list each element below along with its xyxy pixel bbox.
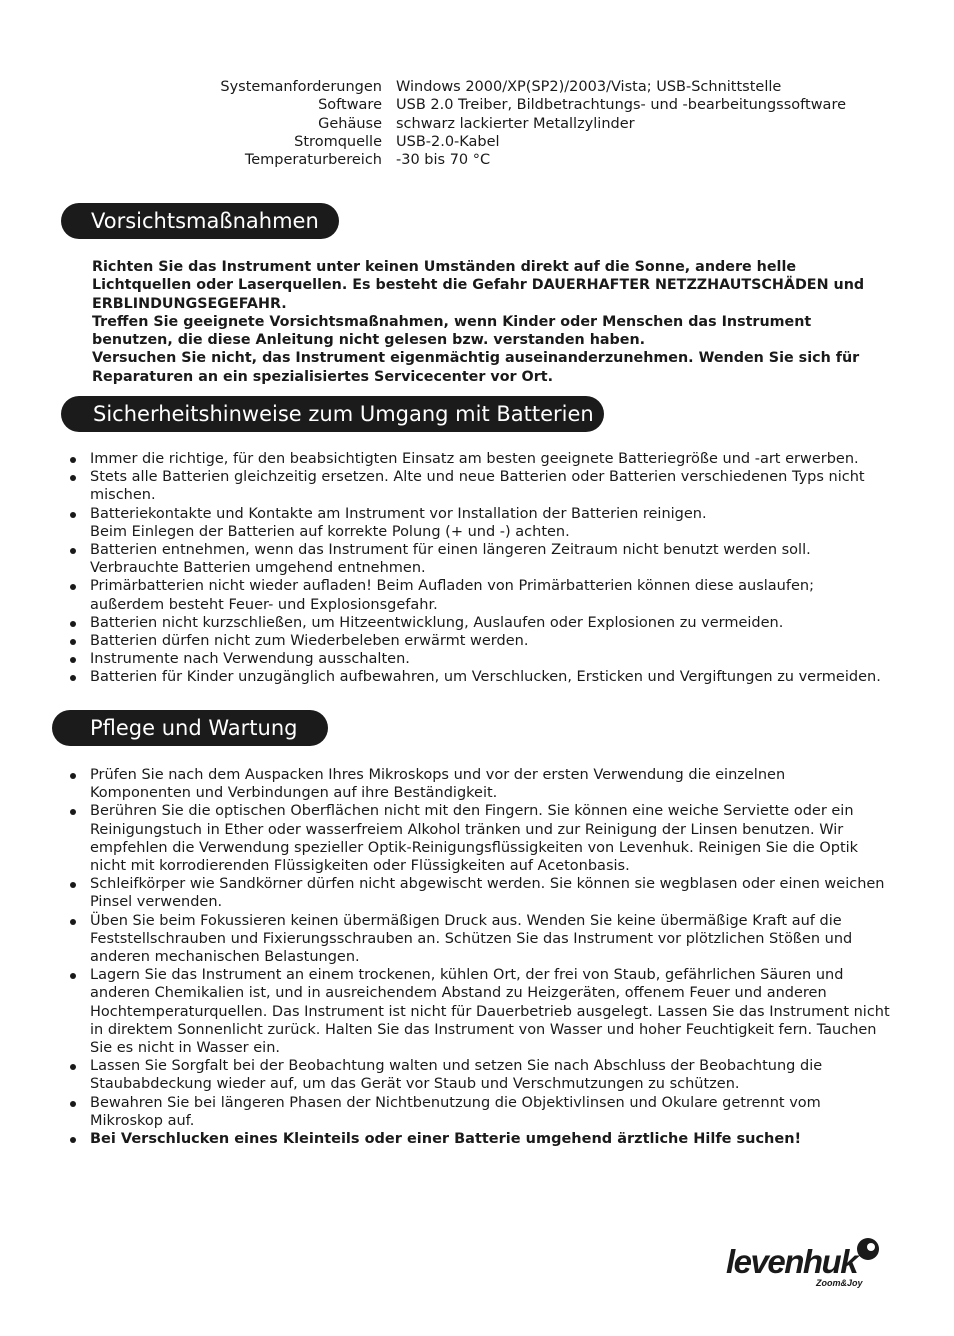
spec-key: Temperaturbereich [244, 152, 382, 169]
spec-row [0, 115, 954, 133]
bullet-icon [70, 882, 76, 888]
list-item [70, 966, 890, 1057]
levenhuk-logo [724, 1236, 884, 1292]
precautions-text [92, 258, 892, 386]
logo-wordmark: levenhuk [726, 1243, 858, 1280]
spec-key: Software [318, 97, 382, 114]
list-item-text: Lagern Sie das Instrument an einem trockenen, kühlen Ort, der frei von Staub, gefährlichen Säuren und anderen Chemikalien ist, und in ausreichendem Abstand zu Heizgeräten, offenem Feuer und anderen Hochtemperaturquellen. Das Instrument ist nicht für Dauerbetrieb ausgelegt. Lassen Sie das Instrument nicht in direktem Sonnenlicht zurück. Halten Sie das Instrument von Wasser und hoher Feuchtigkeit fern. Tauchen Sie es nicht in Wasser ein. [90, 967, 890, 1057]
list-item [70, 1130, 890, 1148]
section-heading-batteries: Sicherheitshinweise zum Umgang mit Batterien [61, 396, 604, 432]
list-item-text: Schleifkörper wie Sandkörner dürfen nicht abgewischt werden. Sie können sie wegblasen oder einen weichen Pinsel verwenden. [90, 876, 885, 911]
bullet-icon [70, 512, 76, 518]
list-item [70, 912, 890, 967]
bullet-icon [70, 584, 76, 590]
list-item-text: Batterien für Kinder unzugänglich aufbewahren, um Verschlucken, Ersticken und Vergiftungen zu vermeiden. [90, 669, 881, 686]
spec-row [0, 151, 954, 169]
spec-row [0, 78, 954, 96]
list-item [70, 875, 890, 911]
list-item [70, 468, 890, 504]
bullet-icon [70, 973, 76, 979]
list-item-text: Immer die richtige, für den beabsichtigten Einsatz am besten geeignete Batteriegröße und -art erwerben. [90, 451, 859, 467]
list-item-text: Prüfen Sie nach dem Auspacken Ihres Mikroskops und vor der ersten Verwendung die einzelnen Komponenten und Verbindungen auf ihre Beständigkeit. [90, 767, 786, 802]
list-item-text: Berühren Sie die optischen Oberflächen nicht mit den Fingern. Sie können eine weiche Serviette oder ein Reinigungstuch in Ether oder wasserfreiem Alkohol tränken und zur Reinigung der Linsen benutzen. Wir empfehlen die Verwendung spezieller Optik-Reinigungsflüssigkeiten von Levenhuk. Reinigen Sie die Optik nicht mit korrodierenden Flüssigkeiten oder Flüssigkeiten auf Acetonbasis. [90, 803, 859, 875]
spec-key: Systemanforderungen [220, 79, 382, 95]
bullet-icon [70, 475, 76, 481]
list-item [70, 1094, 890, 1130]
bullet-icon [70, 675, 76, 681]
list-item-text: Üben Sie beim Fokussieren keinen übermäßigen Druck aus. Wenden Sie keine übermäßige Kraft auf die Feststellschrauben und Fixierungsschrauben an. Schützen Sie das Instrument vor plötzlichen Stößen und anderen mechanischen Belastungen. [90, 912, 853, 966]
list-item [70, 650, 890, 668]
list-item-text: Batterien nicht kurzschließen, um Hitzeentwicklung, Auslaufen oder Explosionen zu vermeiden. [90, 614, 784, 631]
care-maintenance-list [70, 766, 890, 1148]
section-heading-precautions: Vorsichtsmaßnahmen [61, 203, 339, 239]
spec-value: USB 2.0 Treiber, Bildbetrachtungs- und -bearbeitungssoftware [396, 97, 847, 114]
spec-key: Stromquelle [294, 133, 382, 150]
bullet-icon [70, 1101, 76, 1107]
spec-row [0, 133, 954, 151]
spec-value: USB-2.0-Kabel [396, 133, 500, 150]
bullet-icon [70, 657, 76, 663]
spec-key: Gehäuse [318, 115, 382, 132]
bullet-icon [70, 809, 76, 815]
list-item-text: Instrumente nach Verwendung ausschalten. [90, 651, 410, 668]
list-item [70, 766, 890, 802]
list-item [70, 802, 890, 875]
logo-dot-highlight [867, 1243, 875, 1251]
bullet-icon [70, 457, 76, 463]
list-item [70, 668, 890, 686]
bullet-icon [70, 919, 76, 925]
precaution-paragraph: Richten Sie das Instrument unter keinen Umständen direkt auf die Sonne, andere helle Lichtquellen oder Laserquellen. Es besteht die Gefahr DAUERHAFTER NETZZHAUTSCHÄDEN und ERBLINDUNGSEGEFAHR. [92, 259, 865, 312]
list-item [70, 541, 890, 577]
list-item-text: Batterien dürfen nicht zum Wiederbeleben erwärmt werden. [90, 633, 529, 650]
logo-tagline: Zoom&Joy [816, 1278, 863, 1288]
precaution-paragraph: Treffen Sie geeignete Vorsichtsmaßnahmen, wenn Kinder oder Menschen das Instrument benutzen, die diese Anleitung nicht gelesen bzw. verstanden haben. [92, 313, 812, 349]
spec-value: -30 bis 70 °C [396, 152, 491, 169]
list-item-text: Bewahren Sie bei längeren Phasen der Nichtbenutzung die Objektivlinsen und Okulare getrennt vom Mikroskop auf. [90, 1094, 821, 1129]
bullet-icon [70, 1137, 76, 1143]
bullet-icon [70, 621, 76, 627]
list-item-text: Stets alle Batterien gleichzeitig ersetzen. Alte und neue Batterien oder Batterien verschiedenen Typs nicht mischen. [90, 469, 865, 504]
list-item-text: Lassen Sie Sorgfalt bei der Beobachtung walten und setzen Sie nach Abschluss der Beobachtung die Staubabdeckung wieder auf, um das Gerät vor Staub und Verschmutzungen zu schützen. [90, 1058, 823, 1093]
spec-row [0, 96, 954, 114]
bullet-icon [70, 773, 76, 779]
precaution-paragraph: Versuchen Sie nicht, das Instrument eigenmächtig auseinanderzunehmen. Wenden Sie sich für Reparaturen an ein spezialisiertes Servicecenter vor Ort. [92, 350, 860, 385]
list-item-text: Batteriekontakte und Kontakte am Instrument vor Installation der Batterien reinigen. [90, 505, 707, 522]
list-item [70, 450, 890, 468]
list-item [70, 614, 890, 632]
bullet-icon [70, 639, 76, 645]
list-item [70, 577, 890, 613]
list-item [70, 632, 890, 650]
list-item-text: Batterien entnehmen, wenn das Instrument für einen längeren Zeitraum nicht benutzt werden soll. Verbrauchte Batterien umgehend entnehmen. [90, 542, 811, 577]
list-item [70, 505, 890, 541]
spec-value: schwarz lackierter Metallzylinder [396, 115, 635, 132]
bullet-icon [70, 1064, 76, 1070]
list-item-text: Bei Verschlucken eines Kleinteils oder einer Batterie umgehend ärztliche Hilfe suchen! [90, 1131, 802, 1148]
list-item-text: Beim Einlegen der Batterien auf korrekte Polung (+ und -) achten. [90, 523, 570, 540]
bullet-icon [70, 548, 76, 554]
list-item [70, 1057, 890, 1093]
specifications-table [0, 78, 954, 169]
section-heading-care: Pflege und Wartung [52, 710, 328, 746]
spec-value: Windows 2000/XP(SP2)/2003/Vista; USB-Schnittstelle [396, 79, 782, 95]
list-item-text: Primärbatterien nicht wieder aufladen! Beim Aufladen von Primärbatterien können diese auslaufen; außerdem besteht Feuer- und Explosionsgefahr. [90, 578, 814, 613]
battery-safety-list [70, 450, 890, 687]
